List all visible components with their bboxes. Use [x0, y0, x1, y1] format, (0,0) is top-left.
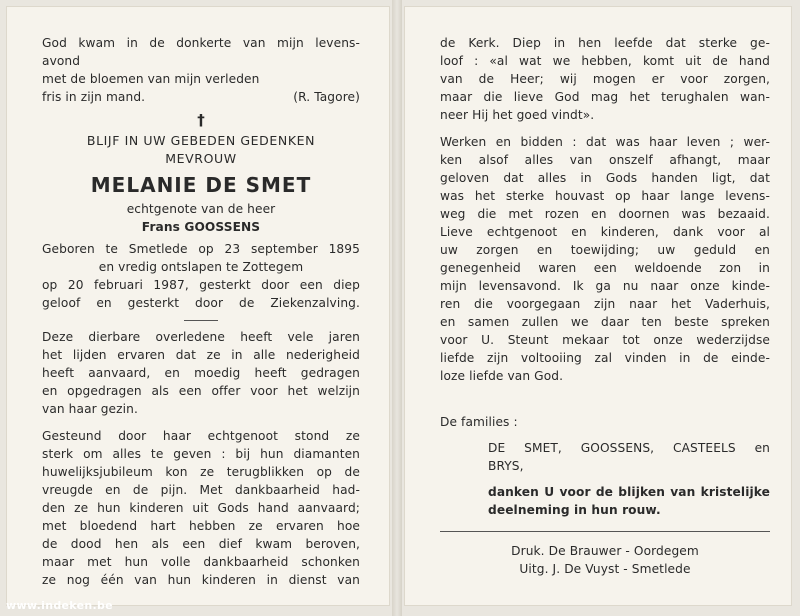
paragraph-line: en samen zullen we daar ten beste spreken — [440, 315, 770, 329]
paragraph-line: het lijden ervaren dat ze in alle nederigheid — [42, 348, 360, 362]
paragraph-line: de dood hen als een dief kwam beroven, — [42, 537, 360, 551]
paragraph-line: Deze dierbare overledene heeft vele jaren — [42, 330, 360, 344]
paragraph-line: ken alsof alles van onszelf afhangt, maar — [440, 153, 770, 167]
paragraph-line: met bloedend hart hebben ze ervaren hoe — [42, 519, 360, 533]
left-page — [6, 6, 390, 606]
thanks-line: deelneming in hun rouw. — [488, 503, 661, 517]
paragraph-line: sterk om alles te geven : bij hun diamanten — [42, 447, 360, 461]
paragraph-line: van de Heer; wij mogen er voor zorgen, — [440, 72, 770, 86]
paragraph-line: loze liefde van God. — [440, 369, 564, 383]
paragraph-line: was het sterke houvast op haar lange levens- — [440, 189, 770, 203]
bio-line: Geboren te Smetlede op 23 september 1895 — [42, 242, 360, 256]
paragraph-line: huwelijksjubileum kon ze terugblikken op de — [42, 465, 360, 479]
paragraph-line: weg die met rozen en doornen was bezaaid. — [440, 207, 770, 221]
deceased-name: MELANIE DE SMET — [90, 173, 312, 197]
paragraph-line: voor U. Steunt mekaar tot onze wederzijdse — [440, 333, 770, 347]
paragraph-line: loof : «al wat we hebben, komt uit de hand — [440, 54, 770, 68]
paragraph-line: geloven dat alles in Gods handen ligt, dat — [440, 171, 770, 185]
spouse-line: echtgenote van de heer — [126, 202, 276, 216]
paragraph-line: de Kerk. Diep in hen leefde dat sterke ge- — [440, 36, 770, 50]
poem-author: (R. Tagore) — [293, 90, 360, 104]
paragraph-line: en opgedragen als een offer voor het welzijn — [42, 384, 360, 398]
paragraph-line: genegenheid waren een weldoende zon in — [440, 261, 770, 275]
bio-line: geloof en gesterkt door de Ziekenzalving. — [42, 296, 360, 310]
paragraph-line: Werken en bidden : dat was haar leven ; wer- — [440, 135, 770, 149]
paragraph-line: heeft aanvaard, en moedig heeft gedragen — [42, 366, 360, 380]
thanks-line: danken U voor de blijken van kristelijke — [488, 485, 770, 499]
paragraph-line: maar met hun volle dankbaarheid schonken — [42, 555, 360, 569]
poem-line: God kwam in de donkerte van mijn levens- — [42, 36, 360, 50]
watermark: www.indeken.be — [6, 599, 113, 612]
paragraph-line: uw zorgen en toewijding; uw geduld en — [440, 243, 770, 257]
printer-line: Druk. De Brauwer - Oordegem — [511, 544, 699, 558]
intro-line: MEVROUW — [165, 151, 237, 166]
paragraph-line: van haar gezin. — [42, 402, 138, 416]
paragraph-line: mijn levensavond. Ik ga nu naar onze kinde- — [440, 279, 770, 293]
paragraph-line: Lieve echtgenoot en kinderen, dank voor al — [440, 225, 770, 239]
paragraph-line: maar die lieve God mag het terughalen wan- — [440, 90, 770, 104]
separator — [440, 531, 770, 532]
right-page — [404, 6, 792, 606]
paragraph-line: den ze hun kinderen uit Gods hand aanvaard; — [42, 501, 360, 515]
right-column — [440, 34, 770, 578]
left-column — [42, 34, 360, 589]
cross-icon: † — [197, 111, 205, 129]
separator — [184, 320, 218, 321]
bio-line: en vredig ontslapen te Zottegem — [98, 260, 304, 274]
bio-line: op 20 februari 1987, gesterkt door een diep — [42, 278, 360, 292]
paragraph-line: ze nog één van hun kinderen in dienst van — [42, 573, 360, 587]
families-label: De families : — [440, 415, 518, 429]
page-fold — [392, 0, 402, 616]
paragraph-line: ren die voorgegaan zijn naar het Vaderhuis, — [440, 297, 770, 311]
paragraph-line: liefde zijn voltooiing zal vinden in de einde- — [440, 351, 770, 365]
poem-line: fris in zijn mand. — [42, 90, 146, 104]
poem-line: avond — [42, 54, 81, 68]
poem-line: met de bloemen van mijn verleden — [42, 72, 260, 86]
paragraph-line: Gesteund door haar echtgenoot stond ze — [42, 429, 360, 443]
families-line: DE SMET, GOOSSENS, CASTEELS en — [488, 441, 770, 455]
spouse-name: Frans GOOSSENS — [141, 220, 261, 234]
paragraph-line: vreugde en de pijn. Met dankbaarheid had- — [42, 483, 360, 497]
intro-line: BLIJF IN UW GEBEDEN GEDENKEN — [86, 133, 316, 148]
families-line: BRYS, — [488, 459, 524, 473]
poem-last-line — [42, 88, 360, 106]
publisher-line: Uitg. J. De Vuyst - Smetlede — [519, 562, 691, 576]
paragraph-line: neer Hij het goed vindt». — [440, 108, 595, 122]
